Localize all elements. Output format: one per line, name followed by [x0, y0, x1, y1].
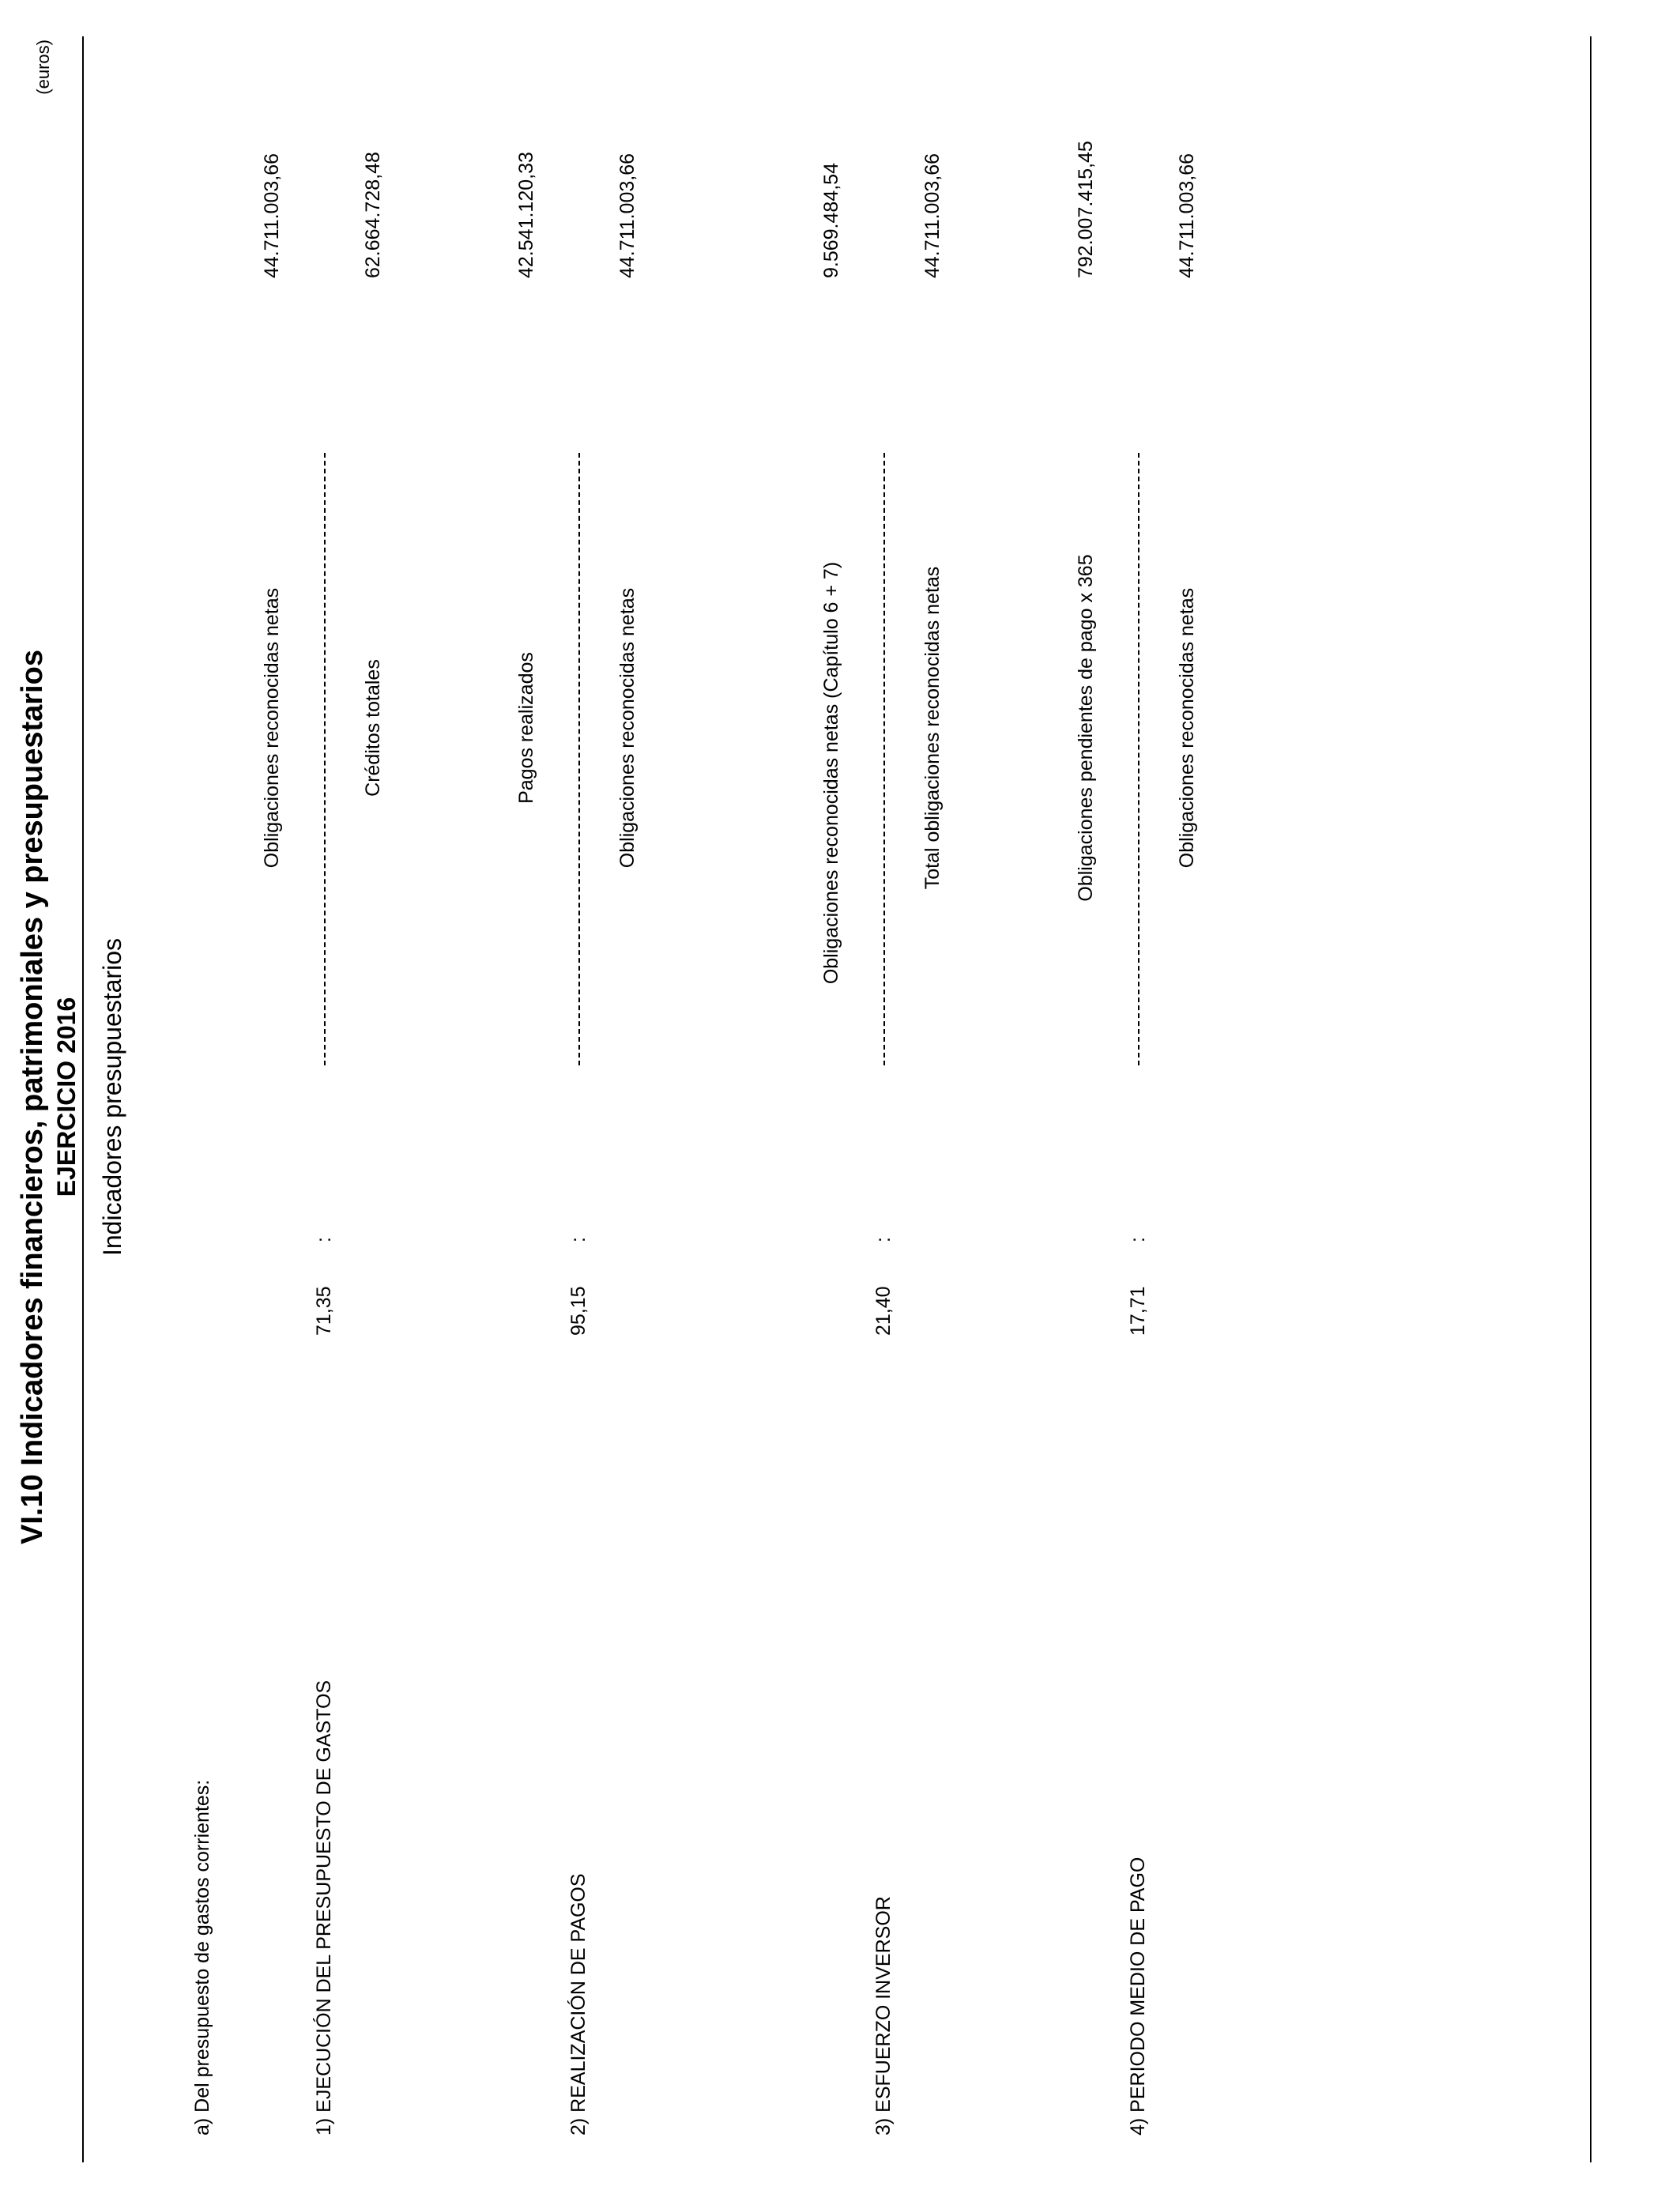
intro-text: a) Del presupuesto de gastos corrientes:	[191, 1779, 213, 2136]
section-title: Indicadores presupuestarios	[98, 938, 126, 1257]
numerator-text: Obligaciones reconocidas netas (Capítulo 6 + 7)	[820, 561, 842, 985]
report-subtitle: EJERCICIO 2016	[52, 997, 81, 1197]
indicator-value: 71,35	[313, 1286, 335, 1336]
denominator-text: Créditos totales	[362, 659, 384, 797]
denominator-amount: 62.664.728,48	[362, 152, 384, 278]
denominator-amount: 44.711.003,66	[616, 153, 638, 278]
fraction-line	[883, 453, 885, 1065]
indicator-label: 4) PERIODO MEDIO DE PAGO	[1127, 1857, 1149, 2136]
numerator-text: Obligaciones pendientes de pago x 365	[1075, 554, 1097, 902]
numerator-amount: 792.007.415,45	[1075, 141, 1097, 278]
currency-note: (euros)	[33, 40, 53, 95]
indicator-value: 95,15	[567, 1286, 590, 1336]
denominator-amount: 44.711.003,66	[921, 153, 944, 278]
numerator-amount: 44.711.003,66	[261, 153, 283, 278]
indicator-colon: :	[313, 1237, 335, 1242]
indicator-label: 1) EJECUCIÓN DEL PRESUPUESTO DE GASTOS	[313, 1679, 335, 2136]
indicator-label: 3) ESFUERZO INVERSOR	[872, 1896, 895, 2136]
fraction-line	[324, 453, 326, 1065]
denominator-amount: 44.711.003,66	[1176, 153, 1198, 278]
bottom-rule	[1590, 36, 1591, 2162]
numerator-text: Obligaciones reconocidas netas	[261, 587, 283, 869]
report-title: VI.10 Indicadores financieros, patrimoniales y presupuestarios	[16, 650, 49, 1544]
indicator-colon: :	[872, 1237, 895, 1242]
indicator-colon: :	[1127, 1237, 1149, 1242]
numerator-text: Pagos realizados	[515, 652, 537, 804]
denominator-text: Obligaciones reconocidas netas	[1176, 587, 1198, 869]
fraction-line	[578, 453, 580, 1065]
denominator-text: Obligaciones reconocidas netas	[616, 587, 638, 869]
fraction-line	[1138, 453, 1139, 1065]
numerator-amount: 9.569.484,54	[820, 163, 842, 278]
top-rule	[82, 36, 84, 2162]
indicator-label: 2) REALIZACIÓN DE PAGOS	[567, 1873, 590, 2136]
denominator-text: Total obligaciones reconocidas netas	[921, 566, 944, 890]
indicator-value: 21,40	[872, 1286, 895, 1336]
indicator-colon: :	[567, 1237, 590, 1242]
indicator-value: 17,71	[1127, 1286, 1149, 1336]
numerator-amount: 42.541.120,33	[515, 152, 537, 278]
